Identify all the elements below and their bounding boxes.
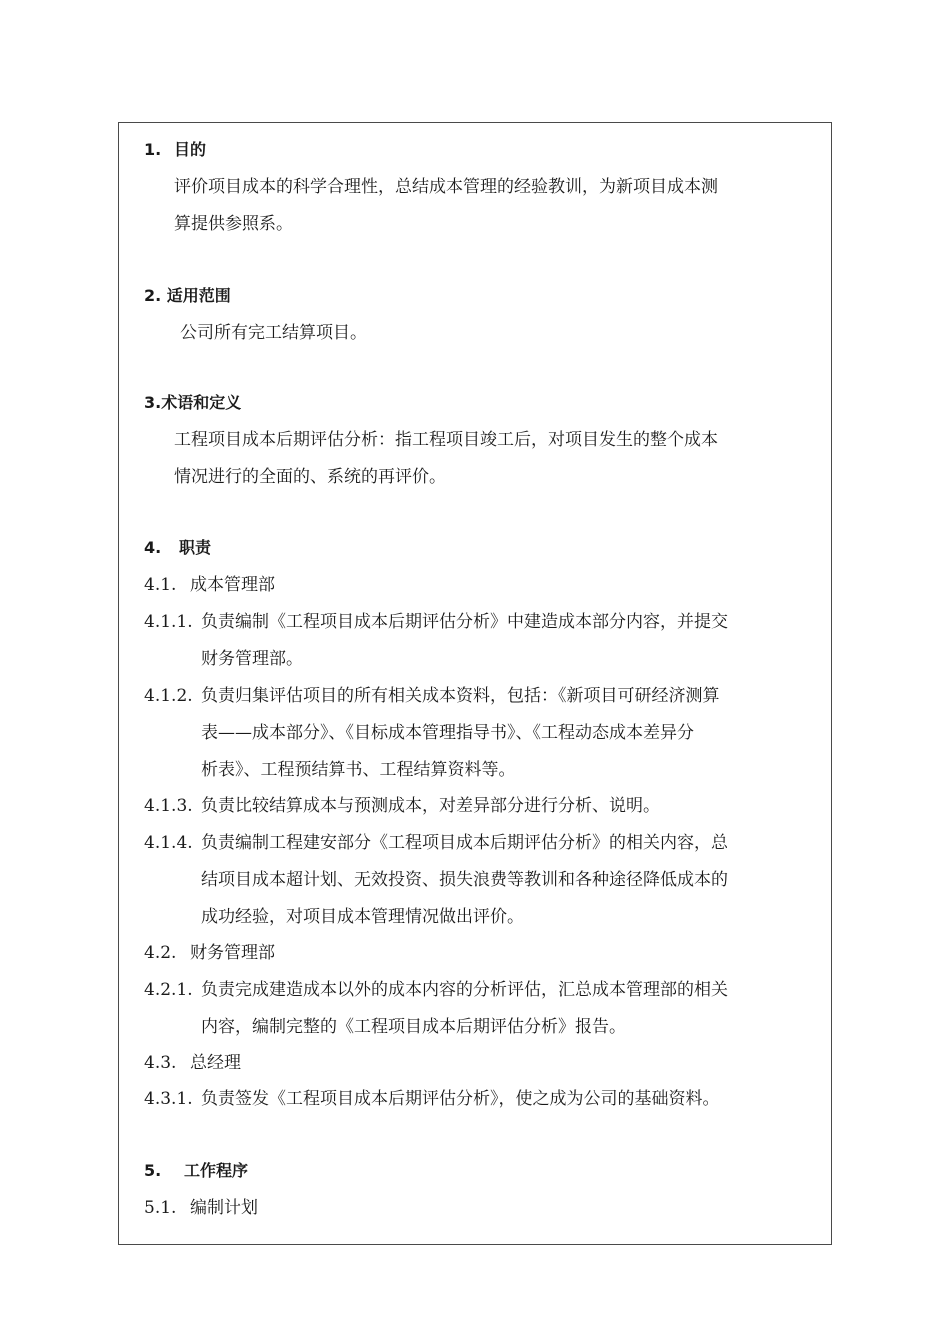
item-text: 负责签发《工程项目成本后期评估分析》，使之成为公司的基础资料。 [201,1089,720,1109]
section-5-heading [144,1161,248,1181]
section-4-heading [144,538,211,558]
section-number: 4. [144,538,162,557]
section-1-body-line: 评价项目成本的科学合理性，总结成本管理的经验教训，为新项目成本测 [174,177,718,197]
item-4-1-1 [144,612,728,632]
section-3-body-line: 工程项目成本后期评估分析：指工程项目竣工后，对项目发生的整个成本 [174,430,718,450]
section-2-body: 公司所有完工结算项目。 [180,323,367,343]
item-number: 4.1.2. [144,686,193,706]
subsection-5-1 [144,1198,258,1218]
item-text: 负责比较结算成本与预测成本，对差异部分进行分析、说明。 [201,796,660,816]
item-4-1-4-cont: 成功经验，对项目成本管理情况做出评价。 [201,907,524,927]
section-3-body-line: 情况进行的全面的、系统的再评价。 [174,467,446,487]
item-4-1-2 [144,686,720,706]
item-4-1-3 [144,796,660,816]
subsection-title: 财务管理部 [190,943,275,963]
item-4-2-1 [144,980,728,1000]
item-4-1-1-cont: 财务管理部。 [201,649,303,669]
subsection-4-3 [144,1053,241,1073]
subsection-number: 5.1. [144,1198,177,1218]
item-text: 负责编制工程建安部分《工程项目成本后期评估分析》的相关内容，总 [201,833,728,853]
subsection-4-2 [144,943,275,963]
item-4-1-2-cont: 析表》、工程预结算书、工程结算资料等。 [201,760,516,780]
item-text: 负责完成建造成本以外的成本内容的分析评估，汇总成本管理部的相关 [201,980,728,1000]
item-number: 4.1.1. [144,612,193,632]
item-number: 4.2.1. [144,980,193,1000]
section-1-body-line: 算提供参照系。 [174,214,293,234]
section-number: 5. [144,1161,162,1180]
section-title: 职责 [179,538,212,557]
section-1-heading [144,140,206,160]
section-title: 工作程序 [184,1161,249,1180]
subsection-title: 编制计划 [190,1198,258,1218]
subsection-number: 4.1. [144,575,177,595]
subsection-title: 成本管理部 [190,575,275,595]
section-title: 目的 [174,140,207,159]
section-2-heading: 2. 适用范围 [144,286,231,305]
section-3-heading: 3.术语和定义 [144,393,242,412]
subsection-number: 4.3. [144,1053,177,1073]
item-number: 4.1.4. [144,833,193,853]
item-4-2-1-cont: 内容，编制完整的《工程项目成本后期评估分析》报告。 [201,1017,626,1037]
item-4-1-4-cont: 结项目成本超计划、无效投资、损失浪费等教训和各种途径降低成本的 [201,870,728,890]
subsection-number: 4.2. [144,943,177,963]
item-number: 4.1.3. [144,796,193,816]
section-number: 1. [144,140,162,159]
item-4-1-4 [144,833,728,853]
subsection-4-1 [144,575,275,595]
item-4-1-2-cont: 表——成本部分》、《目标成本管理指导书》、《工程动态成本差异分 [201,723,694,743]
item-text: 负责编制《工程项目成本后期评估分析》中建造成本部分内容，并提交 [201,612,728,632]
item-text: 负责归集评估项目的所有相关成本资料，包括：《新项目可研经济测算 [201,686,720,706]
item-4-3-1 [144,1089,720,1109]
item-number: 4.3.1. [144,1089,193,1109]
subsection-title: 总经理 [190,1053,241,1073]
